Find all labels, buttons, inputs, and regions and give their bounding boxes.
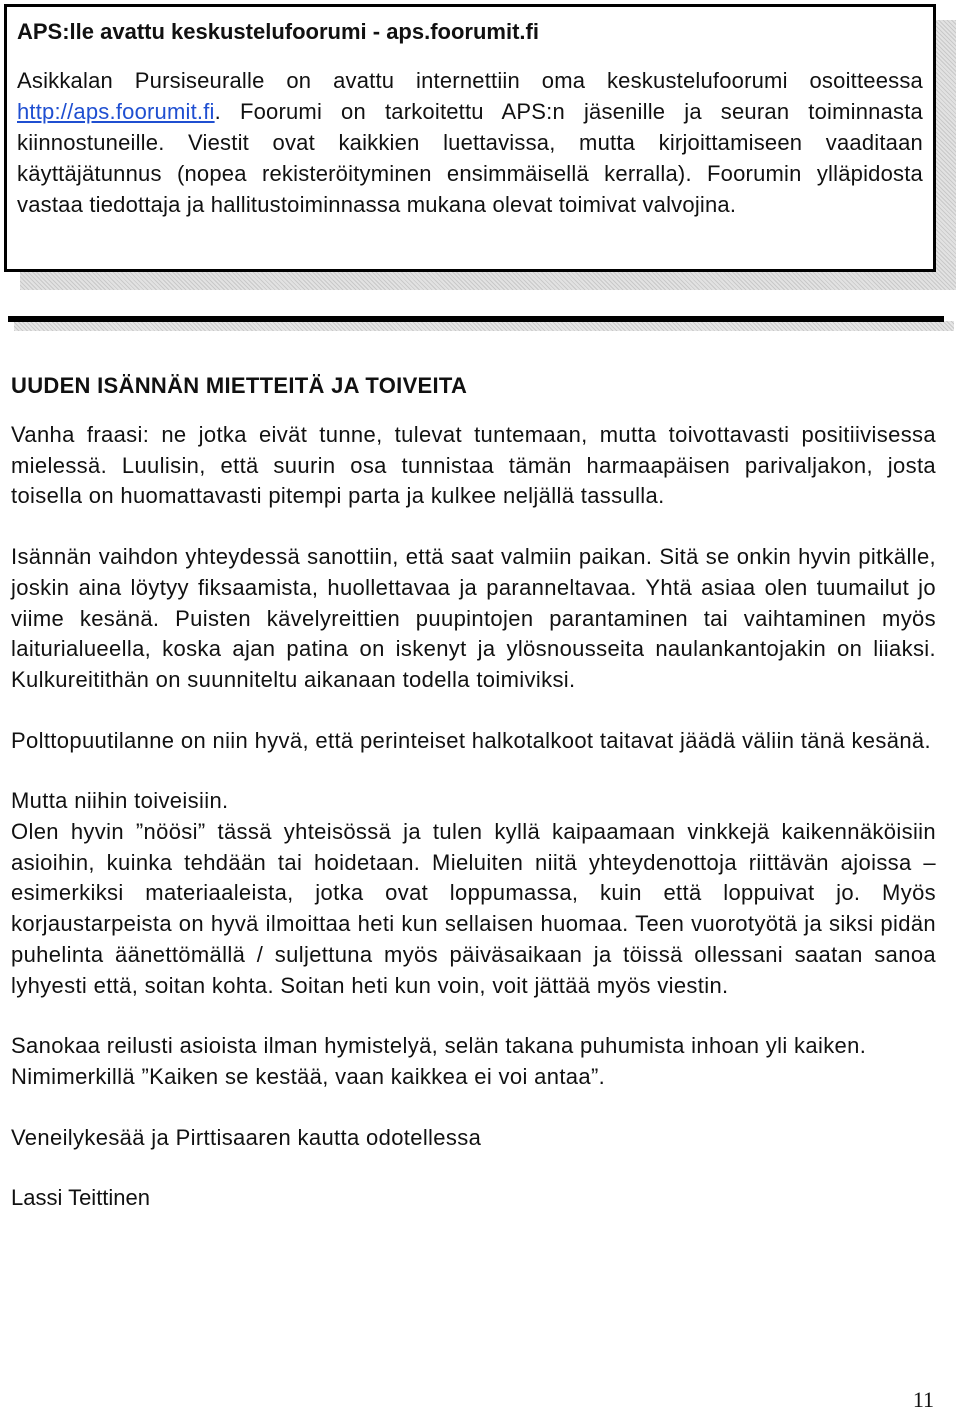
article-headline: UUDEN ISÄNNÄN MIETTEITÄ JA TOIVEITA	[11, 373, 468, 398]
author-signature: Lassi Teittinen	[11, 1185, 151, 1211]
notice-body	[17, 65, 923, 220]
article-paragraph: Sanokaa reilusti asioista ilman hymistelyä, selän takana puhumista inhoan yli kaiken.	[11, 1033, 867, 1059]
article-paragraph: Polttopuutilanne on niin hyvä, että perinteiset halkotalkoot taitavat jäädä väliin tänä kesänä.	[11, 727, 931, 753]
forum-link[interactable]: http://aps.foorumit.fi	[17, 99, 215, 124]
notice-text-end: . Foorumi on tarkoitettu APS:n jäsenille ja seuran toiminnasta kiinnostuneille. Viestit ovat kaikkien luettavissa, mutta kirjoittamiseen vaaditaan käyttäjätunnus (nopea rekisteröityminen ensimmäisellä kerralla). Foorumin ylläpidosta vastaa tiedottaja ja hallitustoiminnassa mukana olevat toimivat valvojina.	[17, 99, 923, 217]
article-paragraph: Mutta niihin toiveisiin.	[11, 788, 229, 814]
article-paragraph: Veneilykesää ja Pirttisaaren kautta odotellessa	[11, 1124, 482, 1150]
article-paragraph: Nimimerkillä ”Kaiken se kestää, vaan kaikkea ei voi antaa”.	[11, 1063, 606, 1089]
article	[11, 370, 936, 1214]
notice-box	[4, 4, 936, 272]
notice-text-start: Asikkalan Pursiseuralle on avattu internettiin oma keskustelufoorumi osoitteessa	[17, 68, 923, 93]
divider-shadow	[14, 321, 954, 331]
article-paragraph: Vanha fraasi: ne jotka eivät tunne, tulevat tuntemaan, mutta toivottavasti positiivisessa mielessä. Luulisin, että suurin osa tunnistaa tämän harmaapäisen parivaljakon, josta toisella on huomattavasti pitempi parta ja kulkee neljällä tassulla.	[11, 422, 936, 509]
article-paragraph: Isännän vaihdon yhteydessä sanottiin, että saat valmiin paikan. Sitä se onkin hyvin pitkälle, joskin aina löytyy fiksaamista, huollettavaa ja paranneltavaa. Yhtä asiaa olen tuumailut jo viime kesänä. Puisten kävelyreittien puupintojen parantaminen tai vaihtaminen myös laiturialueella, koska ajan patina on iskenyt ja ylösnousseita naulankantojakin on liiaksi. Kulkureitithän on suunniteltu aikanaan todella toimiviksi.	[11, 544, 936, 692]
article-paragraph: Olen hyvin ”nöösi” tässä yhteisössä ja tulen kyllä kaipaamaan vinkkejä kaikennäköisiin asioihin, kuinka tehdään tai hoidetaan. Mieluiten niitä yhteydenottoja riittävän ajoissa – esimerkiksi materiaaleista, jotka ovat loppumassa, kuin että loppuivat jo. Myös korjaustarpeista on hyvä ilmoittaa heti kun sellaisen huomaa. Teen vuorotyötä ja siksi pidän puhelinta äänettömällä / suljettuna myös päiväsaikaan ja töissä ollessani saatan sanoa lyhyesti että, soitan kohta. Soitan heti kun voin, voit jättää myös viestin.	[11, 819, 936, 998]
notice-title: APS:lle avattu keskustelufoorumi - aps.foorumit.fi	[17, 19, 539, 44]
page-number: 11	[912, 1387, 934, 1412]
section-divider	[8, 316, 944, 322]
